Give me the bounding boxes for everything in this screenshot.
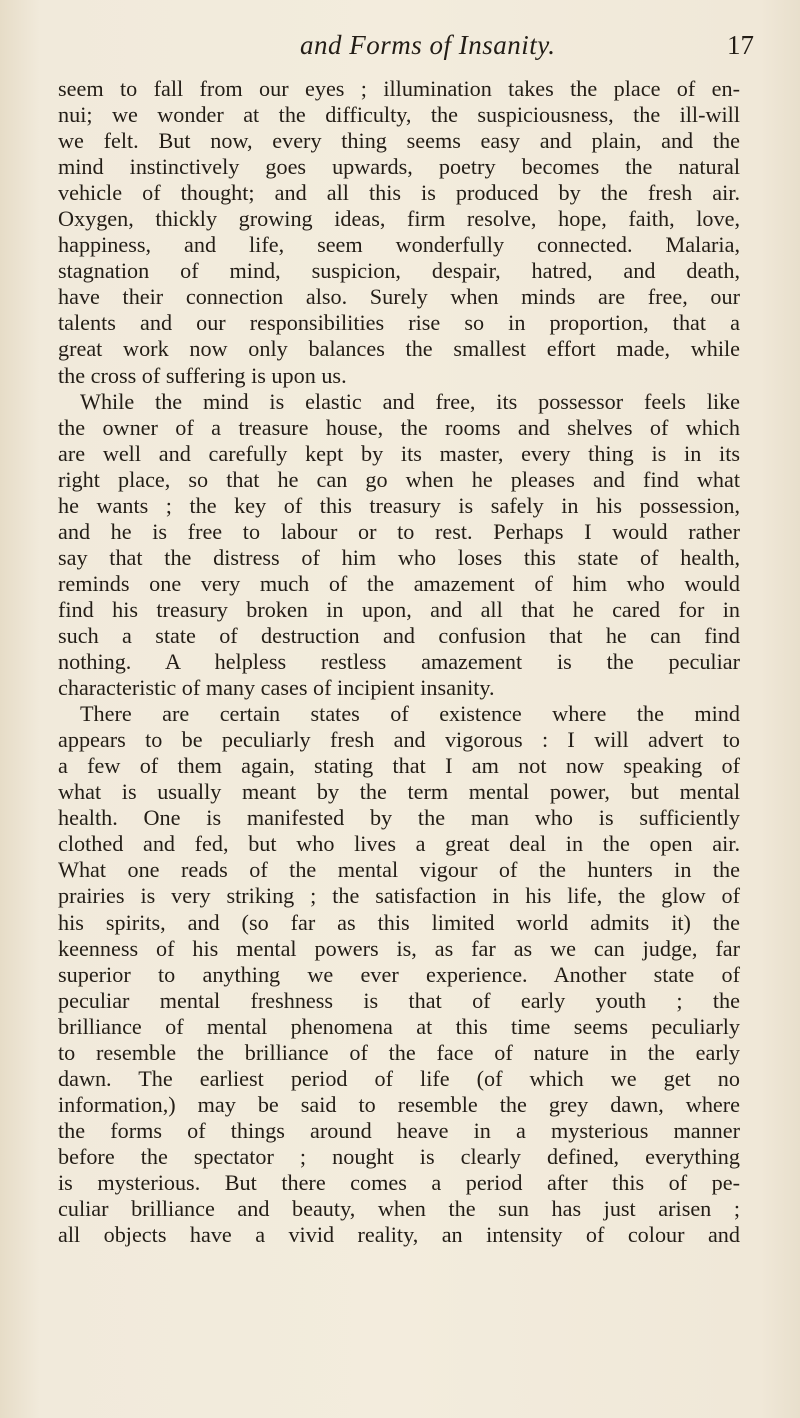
text-line: What one reads of the mental vigour of the hunters in the bbox=[58, 857, 740, 883]
text-line: brilliance of mental phenomena at this time seems peculiarly bbox=[58, 1013, 740, 1039]
text-line: peculiar mental freshness is that of early youth ; the bbox=[58, 987, 740, 1013]
text-line: we felt. But now, every thing seems easy and plain, and the bbox=[58, 128, 740, 154]
text-line: stagnation of mind, suspicion, despair, hatred, and death, bbox=[58, 258, 740, 284]
text-line: right place, so that he can go when he pleases and find what bbox=[58, 466, 740, 492]
running-head: and Forms of Insanity. bbox=[300, 30, 556, 60]
text-line: nui; we wonder at the difficulty, the suspiciousness, the ill-will bbox=[58, 102, 740, 128]
text-line: the forms of things around heave in a mysterious manner bbox=[58, 1117, 740, 1143]
text-line: clothed and fed, but who lives a great deal in the open air. bbox=[58, 831, 740, 857]
text-line: culiar brilliance and beauty, when the sun has just arisen ; bbox=[58, 1196, 740, 1222]
text-line: Oxygen, thickly growing ideas, firm resolve, hope, faith, love, bbox=[58, 206, 740, 232]
text-line: dawn. The earliest period of life (of which we get no bbox=[58, 1065, 740, 1091]
text-line: While the mind is elastic and free, its possessor feels like bbox=[80, 388, 740, 414]
text-line: is mysterious. But there comes a period after this of pe- bbox=[58, 1169, 740, 1195]
text-line: superior to anything we ever experience. Another state of bbox=[58, 961, 740, 987]
body-text bbox=[58, 76, 740, 1248]
text-line: talents and our responsibilities rise so in proportion, that a bbox=[58, 310, 740, 336]
text-line: and he is free to labour or to rest. Perhaps I would rather bbox=[58, 518, 740, 544]
text-line: have their connection also. Surely when minds are free, our bbox=[58, 284, 740, 310]
text-line: he wants ; the key of this treasury is safely in his possession, bbox=[58, 492, 740, 518]
text-line: what is usually meant by the term mental power, but mental bbox=[58, 779, 740, 805]
text-line: characteristic of many cases of incipient insanity. bbox=[58, 675, 495, 701]
text-line: information,) may be said to resemble the grey dawn, where bbox=[58, 1091, 740, 1117]
page-header bbox=[0, 30, 800, 70]
page-number: 17 bbox=[727, 30, 754, 60]
text-line: all objects have a vivid reality, an intensity of colour and bbox=[58, 1222, 740, 1248]
text-line: the cross of suffering is upon us. bbox=[58, 362, 347, 388]
text-line: vehicle of thought; and all this is produced by the fresh air. bbox=[58, 180, 740, 206]
text-line: nothing. A helpless restless amazement is the peculiar bbox=[58, 649, 740, 675]
text-line: before the spectator ; nought is clearly defined, everything bbox=[58, 1143, 740, 1169]
text-line: health. One is manifested by the man who is sufficiently bbox=[58, 805, 740, 831]
text-line: There are certain states of existence where the mind bbox=[80, 701, 740, 727]
text-line: appears to be peculiarly fresh and vigorous : I will advert to bbox=[58, 727, 740, 753]
text-line: say that the distress of him who loses this state of health, bbox=[58, 544, 740, 570]
text-line: such a state of destruction and confusion that he can find bbox=[58, 622, 740, 648]
text-line: keenness of his mental powers is, as far as we can judge, far bbox=[58, 935, 740, 961]
text-line: find his treasury broken in upon, and all that he cared for in bbox=[58, 596, 740, 622]
text-line: prairies is very striking ; the satisfaction in his life, the glow of bbox=[58, 883, 740, 909]
text-line: seem to fall from our eyes ; illumination takes the place of en- bbox=[58, 76, 740, 101]
text-line: are well and carefully kept by its master, every thing is in its bbox=[58, 440, 740, 466]
text-line: mind instinctively goes upwards, poetry becomes the natural bbox=[58, 154, 740, 180]
text-line: to resemble the brilliance of the face of nature in the early bbox=[58, 1039, 740, 1065]
text-line: the owner of a treasure house, the rooms and shelves of which bbox=[58, 414, 740, 440]
text-line: great work now only balances the smallest effort made, while bbox=[58, 336, 740, 362]
text-line: his spirits, and (so far as this limited world admits it) the bbox=[58, 909, 740, 935]
text-line: reminds one very much of the amazement of him who would bbox=[58, 570, 740, 596]
text-line: a few of them again, stating that I am not now speaking of bbox=[58, 753, 740, 779]
text-line: happiness, and life, seem wonderfully connected. Malaria, bbox=[58, 232, 740, 258]
